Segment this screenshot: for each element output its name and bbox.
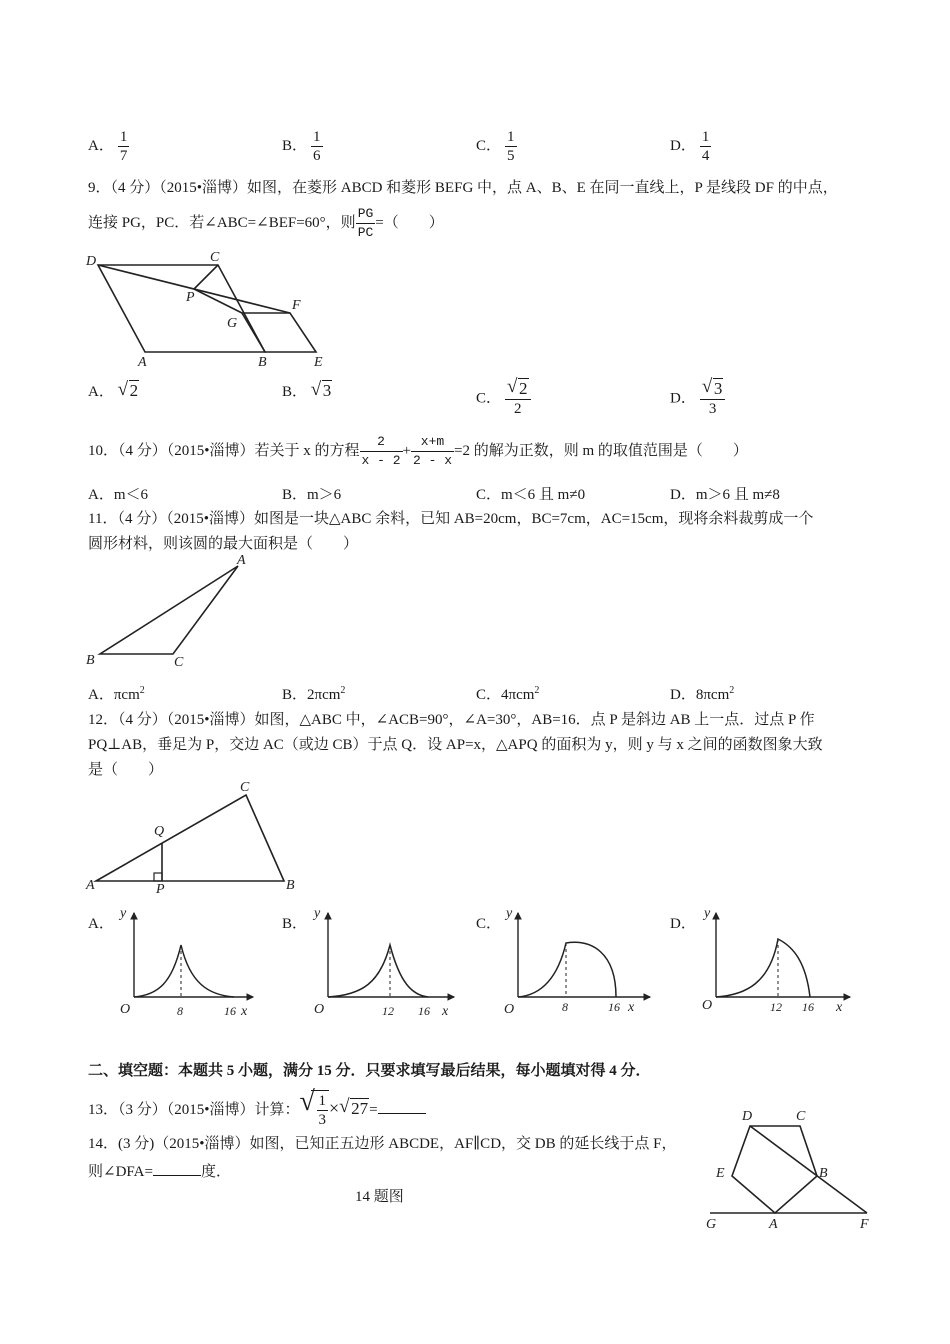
- q12-graph-c[interactable]: [496, 903, 656, 1025]
- svg-text:8: 8: [562, 1000, 568, 1014]
- fraction: $\frac{1}{5}$: [507, 129, 515, 164]
- fraction: √ 2 2: [505, 380, 531, 418]
- q14-line-2: 则∠DFA= 度．: [88, 1161, 231, 1182]
- answer-blank[interactable]: [378, 1099, 426, 1114]
- q9-line-2: 连接 PG，PC．若∠ABC=∠BEF=60°，则 $\frac{PG}{PC}$ =（ ）: [88, 206, 444, 240]
- svg-text:16: 16: [418, 1004, 430, 1018]
- q9-option-a[interactable]: A． √ 2: [88, 379, 139, 400]
- label-d: D: [86, 254, 97, 269]
- segment-pc: [194, 265, 218, 289]
- q8-option-d[interactable]: D． $\frac{1}{4}$: [670, 129, 710, 164]
- q9-option-b[interactable]: B． √ 3: [282, 379, 332, 400]
- label-c: C: [210, 250, 220, 265]
- svg-text:x: x: [628, 1000, 635, 1015]
- svg-text:x: x: [241, 1004, 248, 1019]
- pentagon-abcde: [732, 1126, 817, 1213]
- q10-option-a[interactable]: A．m＜6: [88, 487, 149, 503]
- label-f: F: [292, 298, 301, 313]
- q10-option-c[interactable]: C．m＜6 且 m≠0: [476, 487, 586, 503]
- svg-text:12: 12: [382, 1004, 394, 1018]
- label-a: A: [86, 878, 95, 893]
- svg-text:16: 16: [608, 1000, 620, 1014]
- triangle-abc: [100, 566, 238, 654]
- label-p: P: [156, 882, 165, 895]
- q10-option-b[interactable]: B．m＞6: [282, 487, 342, 503]
- q11-triangle-figure: [80, 550, 260, 670]
- label-a: A: [237, 553, 246, 568]
- q12-graph-d[interactable]: [694, 903, 854, 1025]
- label-b: B: [86, 653, 95, 668]
- q11-line-1: 11．（4 分）（2015•淄博）如图是一块△ABC 余料，已知 AB=20cm，BC=7cm，AC=15cm，现将余料裁剪成一个: [88, 511, 814, 527]
- svg-text:O: O: [120, 1002, 131, 1017]
- svg-text:O: O: [314, 1002, 325, 1017]
- label-g: G: [706, 1217, 717, 1232]
- curve: [716, 939, 810, 997]
- q12-triangle-figure: [80, 775, 320, 895]
- q9-option-c[interactable]: C． √ 2 2: [476, 380, 531, 418]
- fraction: $\frac{1}{3}$: [318, 1092, 327, 1128]
- q8-option-a[interactable]: A． $\frac{1}{7}$: [88, 129, 128, 164]
- sqrt: √ 2: [117, 379, 139, 400]
- label-c: C: [240, 780, 250, 795]
- fraction-2-over-x-2: $\frac{2}{x - 2}$: [361, 434, 401, 469]
- label-a: A: [769, 1217, 778, 1232]
- svg-text:O: O: [702, 998, 713, 1013]
- q12-graph-a[interactable]: [108, 903, 258, 1025]
- q10-option-d[interactable]: D．m＞6 且 m≠8: [670, 487, 780, 503]
- q14-line-1: 14．(3 分)（2015•淄博）如图，已知正五边形 ABCDE，AF∥CD，交 DB 的延长线于点 F，: [88, 1136, 677, 1152]
- q9-line-1: 9．（4 分）（2015•淄博）如图，在菱形 ABCD 和菱形 BEFG 中，点 A、B、E 在同一直线上，P 是线段 DF 的中点，: [88, 180, 838, 196]
- fraction: $\frac{1}{7}$: [119, 129, 128, 164]
- right-angle-mark: [154, 873, 162, 881]
- curve: [518, 942, 616, 997]
- q13-stem: 13．（3 分）（2015•淄博）计算： √ $\frac{1}{3}$ × √ 27=: [88, 1090, 426, 1129]
- svg-text:y: y: [704, 906, 711, 921]
- sqrt: √ 3: [310, 379, 332, 400]
- sqrt-27: √ 27: [339, 1096, 369, 1118]
- label-b: B: [819, 1166, 828, 1181]
- svg-text:O: O: [504, 1002, 515, 1017]
- q9-option-d[interactable]: D． √ 3 3: [670, 380, 725, 418]
- q8-option-b[interactable]: B． $\frac{1}{6}$: [282, 129, 321, 164]
- fraction: $\frac{1}{4}$: [701, 129, 710, 164]
- fraction: √ 3 3: [700, 380, 726, 418]
- svg-text:12: 12: [770, 1000, 782, 1014]
- q12-line-1: 12．（4 分）（2015•淄博）如图，△ABC 中，∠ACB=90°，∠A=30°，AB=16．点 P 是斜边 AB 上一点．过点 P 作: [88, 712, 815, 728]
- label-e: E: [314, 355, 323, 370]
- rhombus-abcd: [98, 265, 265, 352]
- curve: [328, 945, 428, 997]
- svg-text:16: 16: [224, 1004, 236, 1018]
- q12-line-2: PQ⊥AB，垂足为 P，交边 AC（或边 CB）于点 Q．设 AP=x，△APQ 的面积为 y，则 y 与 x 之间的函数图象大致: [88, 737, 823, 753]
- q12-option-c[interactable]: C．: [476, 916, 502, 932]
- label-g: G: [227, 316, 238, 331]
- label-c: C: [174, 655, 184, 670]
- q12-line-3: 是（ ）: [88, 762, 164, 778]
- q14-figure-caption: 14 题图: [355, 1189, 404, 1205]
- sqrt: √ 3: [701, 376, 723, 398]
- label-p: P: [186, 290, 195, 305]
- section-2-heading: 二、填空题：本题共 5 小题，满分 15 分．只要求填写最后结果，每小题填对得 4 分．: [88, 1063, 651, 1079]
- label-d: D: [742, 1109, 753, 1124]
- triangle-abc: [96, 795, 284, 881]
- q12-option-b[interactable]: B．: [282, 916, 308, 932]
- label-b: B: [286, 878, 295, 893]
- q12-graph-b[interactable]: [300, 903, 460, 1025]
- fraction-x-m-over-2-x: $\frac{x+m}{2 - x}$: [413, 434, 453, 469]
- q9-rhombus-figure: [80, 245, 340, 370]
- curve: [134, 945, 234, 997]
- label-e: E: [716, 1166, 725, 1181]
- rhombus-befg: [242, 313, 316, 352]
- q11-option-a[interactable]: A．πcm$^2$: [88, 685, 145, 703]
- q12-option-d[interactable]: D．: [670, 916, 696, 932]
- svg-text:x: x: [442, 1004, 449, 1019]
- svg-text:y: y: [314, 906, 321, 921]
- label-f: F: [860, 1217, 869, 1232]
- svg-text:y: y: [120, 906, 127, 921]
- sqrt-one-third: √ $\frac{1}{3}$: [300, 1090, 330, 1129]
- q11-option-c[interactable]: C．4πcm$^2$: [476, 685, 540, 703]
- pg-pc-fraction: $\frac{PG}{PC}$: [357, 206, 374, 240]
- label-c: C: [796, 1109, 806, 1124]
- fraction: $\frac{1}{6}$: [313, 129, 321, 164]
- q11-line-2: 圆形材料，则该圆的最大面积是（ ）: [88, 536, 359, 552]
- svg-text:16: 16: [802, 1000, 814, 1014]
- label-b: B: [258, 355, 267, 370]
- q11-option-d[interactable]: D．8πcm$^2$: [670, 685, 735, 703]
- label-a: A: [138, 355, 147, 370]
- q8-option-c[interactable]: C． $\frac{1}{5}$: [476, 129, 515, 164]
- svg-text:y: y: [506, 906, 513, 921]
- q12-option-a[interactable]: A．: [88, 916, 114, 932]
- label-q: Q: [154, 824, 165, 839]
- svg-text:x: x: [836, 1000, 843, 1015]
- q11-option-b[interactable]: B．2πcm$^2$: [282, 685, 346, 703]
- answer-blank[interactable]: [153, 1161, 201, 1176]
- q10-stem: 10．（4 分）（2015•淄博）若关于 x 的方程 $\frac{2}{x - 2}$ + $\frac{x+m}{2 - x}$ =2 的解为正数，则 m 的取值范围是（ ）: [88, 434, 748, 469]
- q14-pentagon-figure: [700, 1100, 880, 1235]
- segment-df: [750, 1126, 867, 1213]
- segment-pg: [194, 289, 242, 313]
- sqrt: √ 2: [507, 376, 528, 398]
- svg-text:8: 8: [177, 1004, 183, 1018]
